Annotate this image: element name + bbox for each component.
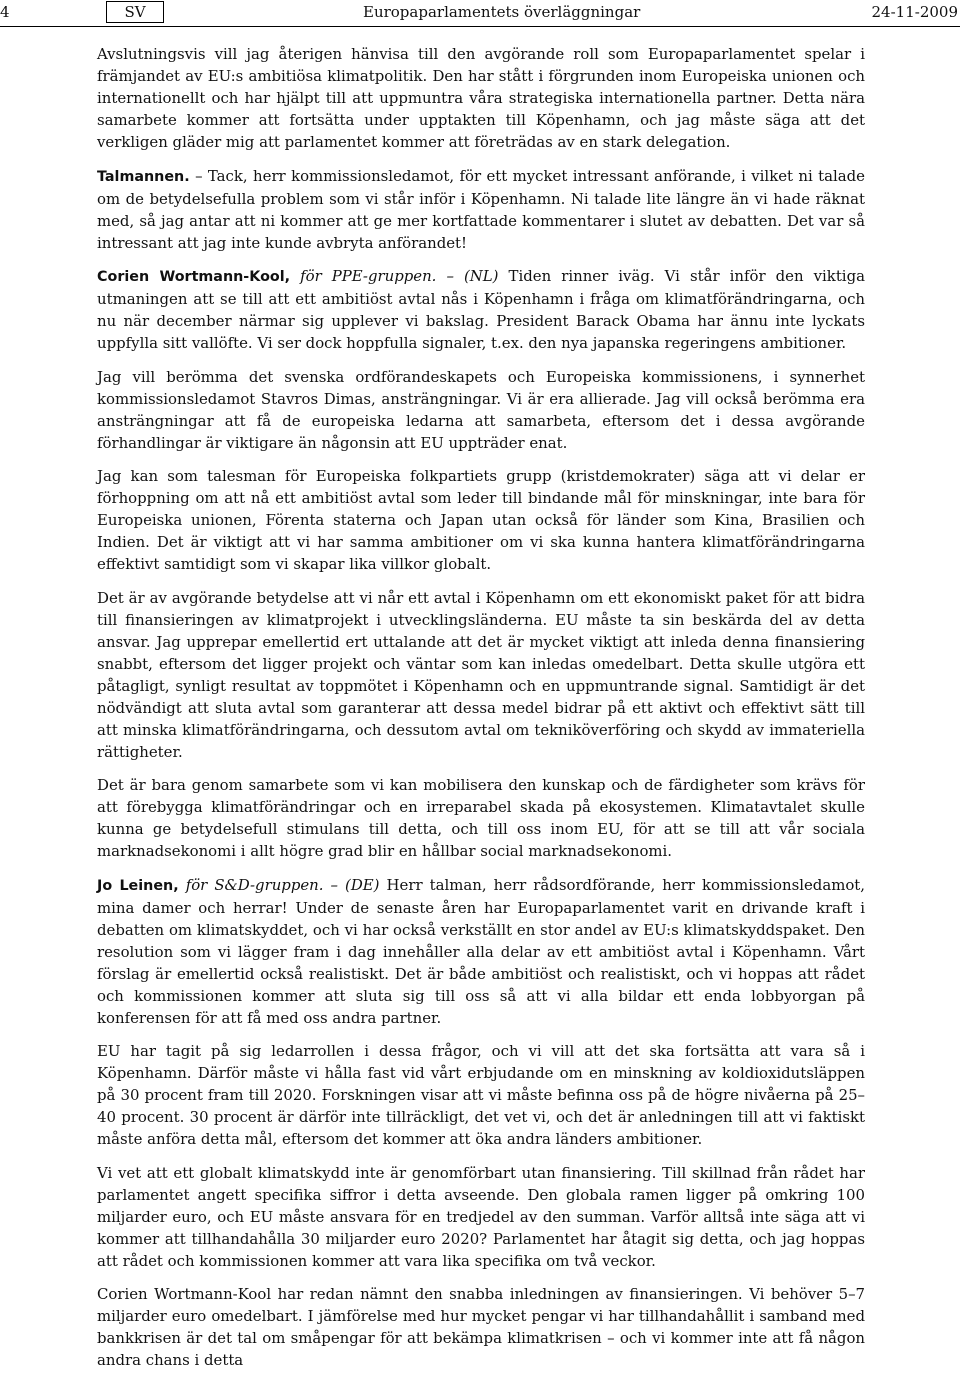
paragraph-text: Vi vet att ett globalt klimatskydd inte är genomförbart utan finansiering. Till skillnad från rådet har parlamentet angett specifika siffror i detta avseende. Den globala ramen ligger på omkring 100 miljarder euro, och EU måste ansvara för en tredjedel av den summan. Varför alltså inte säga att vi kommer att tillhandahålla 30 miljarder euro 2020? Parlamentet har åtagit sig detta, och jag hoppas att rådet och kommissionen kommer att vara lika specifika om två veckor. xyxy=(97,1163,865,1270)
paragraph xyxy=(97,1040,865,1150)
paragraph-text: Jag kan som talesman för Europeiska folkpartiets grupp (kristdemokrater) säga att vi delar er förhoppning om att nå ett ambitiöst avtal som leder till bindande mål för minskningar, inte bara för Europeiska unionen, Förenta staterna och Japan utan också för länder som Kina, Brasilien och Indien. Det är viktigt att vi har samma ambitioner om vi ska kunna hantera klimatförändringarna effektivt samtidigt som vi skapar lika villkor globalt. xyxy=(97,467,865,573)
speaker-name: Jo Leinen, xyxy=(97,877,179,894)
page-header xyxy=(0,0,960,27)
paragraph-text: Avslutningsvis vill jag återigen hänvisa till den avgörande roll som Europaparlamentet spelar i främjandet av EU:s ambitiösa klimatpolitik. Den har stått i förgrunden inom Europeiska unionen och internationellt och har hjälpt till att uppmuntra våra strategiska internationella partner. Detta nära samarbete kommer att fortsätta under upptakten till Köpenhamn, och jag måste säga att det verkligen gläder mig att parlamentet kommer att företrädas av en stark delegation. xyxy=(97,45,865,151)
paragraph-text: – Tack, herr kommissionsledamot, för ett mycket intressant anförande, i vilket ni talade om de betydelsefulla problem som vi står inför i Köpenhamn. Ni talade lite längre än vi hade räknat med, så jag antar att ni kommer att ge mer kortfattade kommentarer i slutet av debatten. Det var så intressant att jag inte kunde avbryta anförandet! xyxy=(97,166,865,252)
paragraph-text: Det är bara genom samarbete som vi kan mobilisera den kunskap och de färdigheter som krävs för att förebygga klimatförändringar och en irreparabel skada på ekosystemen. Klimatavtalet skulle kunna ge betydelsefull stimulans till detta, och till oss inom EU, för att se till att vår sociala marknadsekonomi i allt högre grad blir en hållbar social marknadsekonomi. xyxy=(97,776,865,860)
speaker-name: Talmannen. xyxy=(97,168,190,185)
paragraph xyxy=(97,43,865,153)
paragraph xyxy=(97,1283,865,1371)
paragraph xyxy=(97,366,865,454)
paragraph-text: Tiden rinner iväg. Vi står inför den viktiga utmaningen att se till att ett ambitiöst avtal nås i Köpenhamn i fråga om klimatförändringarna, och nu när december närmar sig upplever vi bakslag. President Barack Obama har ännu inte lyckats uppfylla sitt vallöfte. Vi ser dock hoppfulla signaler, t.ex. den nya japanska regeringens ambitioner. xyxy=(97,267,865,352)
paragraph-text: EU har tagit på sig ledarrollen i dessa frågor, och vi vill att det ska fortsätta att vara så i Köpenhamn. Därför måste vi hålla fast vid vårt erbjudande om en minskning av koldioxidutsläppen på 30 procent fram till 2020. Forskningen visar att vi måste befinna oss på de högre nivåerna på 25–40 procent. 30 procent är därför inte tillräckligt, det vet vi, och det är anledningen till att vi faktiskt måste anföra detta mål, eftersom det kommer att öka andra länders ambitioner. xyxy=(97,1042,865,1148)
paragraph xyxy=(97,1162,865,1272)
paragraph xyxy=(97,165,865,254)
speaker-role: för PPE-gruppen. – (NL) xyxy=(290,267,499,285)
paragraph xyxy=(97,587,865,763)
language-code: SV xyxy=(106,1,164,23)
speaker-role: för S&D-gruppen. – (DE) xyxy=(178,875,380,894)
speaker-name: Corien Wortmann-Kool, xyxy=(97,269,291,285)
paragraph-text: Herr talman, herr rådsordförande, herr kommissionsledamot, mina damer och herrar! Under de senaste åren har Europaparlamentet varit en drivande kraft i debatten om klimatskyddet, och vi har också verkställt en stor andel av EU:s klimatskyddspaket. Den resolution som vi lägger fram i dag innehåller alla delar av ett ambitiöst avtal i Köpenhamn. Vårt förslag är emellertid också realistiskt. Det är både ambitiöst och realistiskt, och vi hoppas att rådet och kommissionen kommer att sluta sig till oss så att vi alla bildar ett enda lobbyorgan på konferensen för att få med oss andra partner. xyxy=(97,875,865,1027)
paragraph xyxy=(97,874,865,1029)
paragraph xyxy=(97,465,865,575)
session-date: 24-11-2009 xyxy=(871,3,958,21)
paragraph xyxy=(97,265,865,354)
paragraph-text: Corien Wortmann-Kool har redan nämnt den snabba inledningen av finansieringen. Vi behöver 5–7 miljarder euro omedelbart. I jämförelse med hur mycket pengar vi har tillhandahållit i samband med bankkrisen är det tal om småpengar för att bekämpa klimatkrisen – och vi kommer inte att få någon andra chans i detta xyxy=(97,1285,865,1369)
paragraph-text: Det är av avgörande betydelse att vi når ett avtal i Köpenhamn om ett ekonomiskt paket för att bidra till finansieringen av klimatprojekt i utvecklingsländerna. EU måste ta sin beskärda del av detta ansvar. Jag upprepar emellertid ert uttalande att det är mycket viktigt att inleda denna finansiering snabbt, eftersom det ligger projekt och väntar som kan inledas omedelbart. Detta skulle utgöra ett påtagligt, synligt resultat av toppmötet i Köpenhamn och en uppmuntrande signal. Samtidigt är det nödvändigt att sluta avtal som garanterar att dessa medel bidrar på ett aktivt och effektivt sätt till att minska klimatförändringarna, och dessutom avtal om tekniköverföring och skydd av immateriella rättigheter. xyxy=(97,588,865,761)
paragraph xyxy=(97,774,865,862)
document-body xyxy=(97,43,865,1383)
paragraph-text: Jag vill berömma det svenska ordförandeskapets och Europeiska kommissionens, i synnerhet kommissionsledamot Stavros Dimas, ansträngningar. Vi är era allierade. Jag vill också berömma era ansträngningar att få de europeiska ledarna att samarbeta, eftersom det i dessa avgörande förhandlingar är viktigare än någonsin att EU uppträder enat. xyxy=(97,367,865,452)
page-number: 4 xyxy=(0,3,10,21)
running-title: Europaparlamentets överläggningar xyxy=(363,3,641,21)
